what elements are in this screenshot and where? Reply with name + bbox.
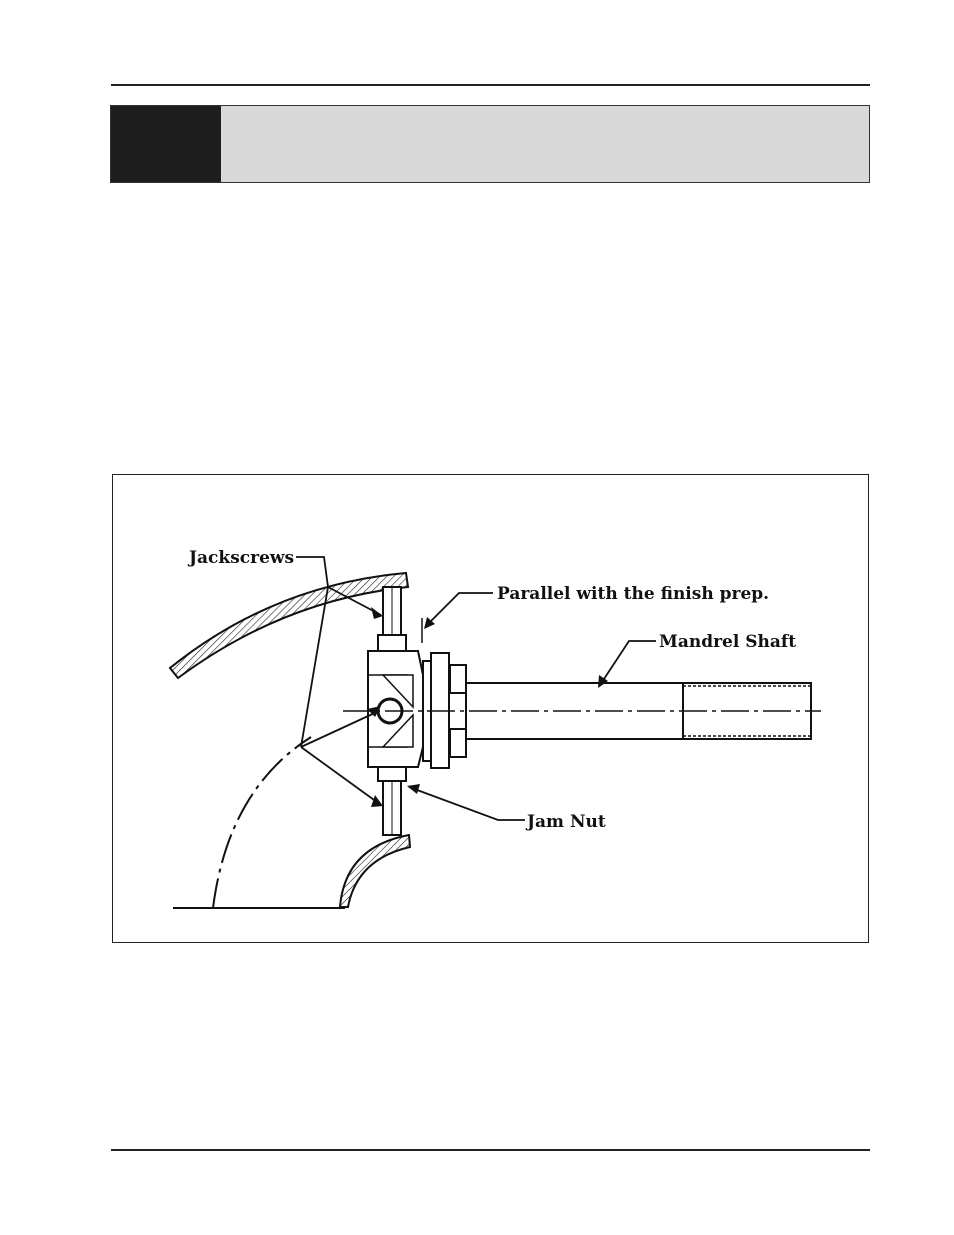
figure-frame xyxy=(112,474,869,943)
label-jam-nut: Jam Nut xyxy=(527,812,606,832)
lower-pipe-wall xyxy=(340,835,410,907)
label-jackscrews: Jackscrews xyxy=(189,548,295,568)
centerline-arc xyxy=(213,737,311,908)
section-header-band xyxy=(110,105,870,183)
lower-jackscrew xyxy=(378,765,406,835)
top-rule xyxy=(111,84,870,86)
bottom-rule xyxy=(111,1149,870,1151)
label-mandrel-shaft: Mandrel Shaft xyxy=(659,632,797,652)
mandrel-diagram xyxy=(113,475,870,944)
label-parallel: Parallel with the finish prep. xyxy=(497,584,770,604)
section-tab xyxy=(111,106,221,182)
mounting-block xyxy=(368,651,466,768)
upper-jackscrew xyxy=(378,587,406,651)
